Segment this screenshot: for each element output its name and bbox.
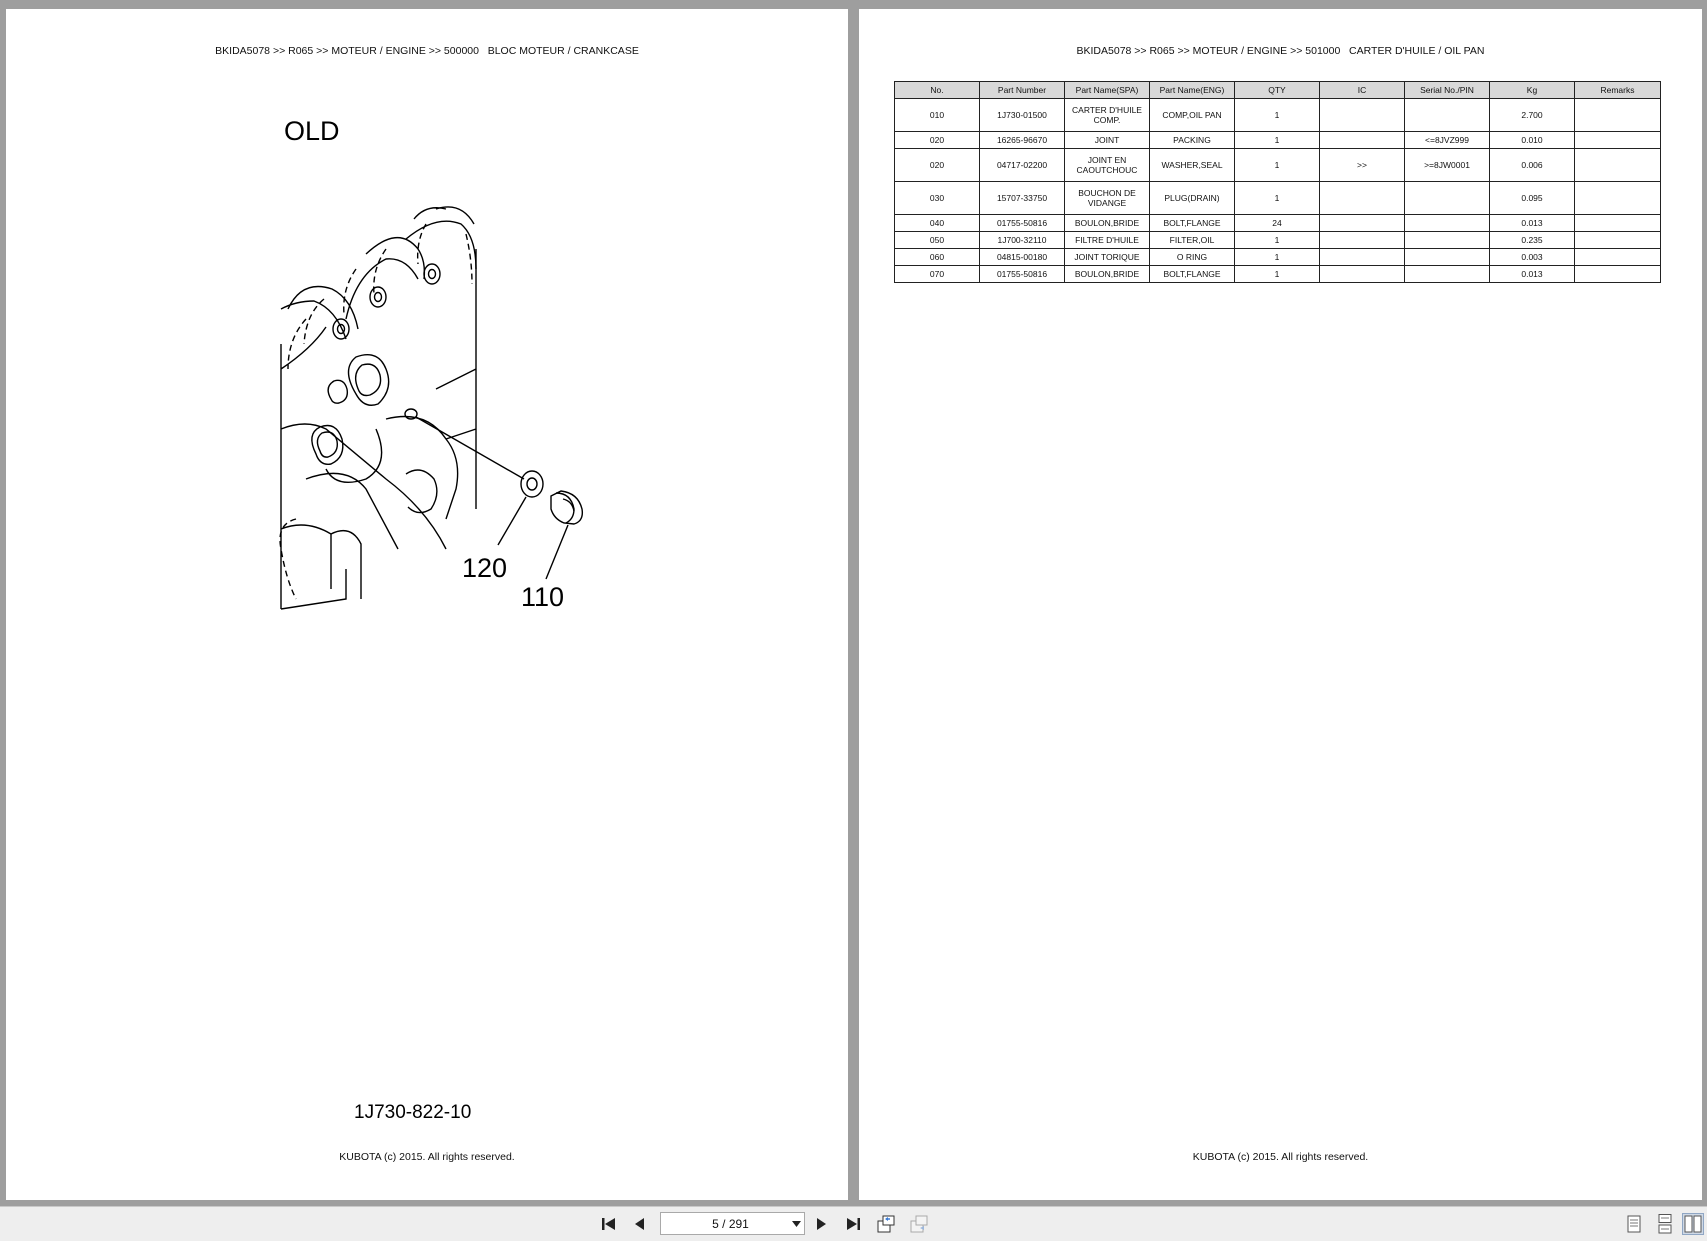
single-page-view-button[interactable]: [1623, 1213, 1645, 1235]
cell-remarks: [1575, 99, 1661, 132]
cell-ic: >>: [1320, 149, 1405, 182]
cell-kg: 0.003: [1490, 249, 1575, 266]
cell-no: 020: [895, 149, 980, 182]
old-label: OLD: [284, 116, 340, 146]
last-page-icon: [844, 1215, 862, 1233]
cell-remarks: [1575, 215, 1661, 232]
rotate-icon: [876, 1214, 896, 1234]
prev-page-button[interactable]: [629, 1213, 651, 1235]
cell-part-number: 1J730-01500: [980, 99, 1065, 132]
table-row: [895, 266, 1661, 283]
last-page-button[interactable]: [842, 1213, 864, 1235]
cell-qty: 1: [1235, 99, 1320, 132]
cell-qty: 24: [1235, 215, 1320, 232]
cell-part-name-eng: BOLT,FLANGE: [1150, 266, 1235, 283]
table-row: [895, 215, 1661, 232]
cell-part-name-eng: PLUG(DRAIN): [1150, 182, 1235, 215]
cell-kg: 0.006: [1490, 149, 1575, 182]
cell-part-name-spa: BOUCHON DE VIDANGE: [1065, 182, 1150, 215]
table-header-row: [895, 82, 1661, 99]
cell-part-name-eng: O RING: [1150, 249, 1235, 266]
rotate-button[interactable]: [875, 1213, 897, 1235]
callout-110: 110: [521, 582, 565, 612]
cell-part-name-spa: JOINT: [1065, 132, 1150, 149]
cell-ic: [1320, 266, 1405, 283]
continuous-icon: [1657, 1214, 1673, 1234]
single-page-icon: [1626, 1215, 1642, 1233]
col-header-part-number: Part Number: [980, 82, 1065, 99]
cell-remarks: [1575, 132, 1661, 149]
page-indicator: 5 / 291: [712, 1216, 749, 1231]
breadcrumb: BKIDA5078 >> R065 >> MOTEUR / ENGINE >> 500000 BLOC MOTEUR / CRANKCASE: [215, 45, 639, 57]
cell-part-name-spa: CARTER D'HUILE COMP.: [1065, 99, 1150, 132]
cell-part-name-spa: JOINT TORIQUE: [1065, 249, 1150, 266]
cell-remarks: [1575, 182, 1661, 215]
cell-qty: 1: [1235, 249, 1320, 266]
cell-qty: 1: [1235, 132, 1320, 149]
cell-no: 060: [895, 249, 980, 266]
cell-ic: [1320, 99, 1405, 132]
cell-part-name-eng: PACKING: [1150, 132, 1235, 149]
table-row: [895, 132, 1661, 149]
cell-serial: <=8JVZ999: [1405, 132, 1490, 149]
cell-ic: [1320, 132, 1405, 149]
cell-part-number: 04717-02200: [980, 149, 1065, 182]
cell-ic: [1320, 232, 1405, 249]
rotate-disabled-button[interactable]: [908, 1213, 930, 1235]
col-header-part-name-eng: Part Name(ENG): [1150, 82, 1235, 99]
table-row: [895, 182, 1661, 215]
engine-diagram: [6, 9, 848, 1200]
continuous-view-button[interactable]: [1654, 1213, 1676, 1235]
cell-qty: 1: [1235, 232, 1320, 249]
cell-kg: 0.013: [1490, 215, 1575, 232]
col-header-ic: IC: [1320, 82, 1405, 99]
col-header-qty: QTY: [1235, 82, 1320, 99]
cell-kg: 0.013: [1490, 266, 1575, 283]
cell-ic: [1320, 215, 1405, 232]
parts-table: [894, 81, 1661, 283]
cell-serial: [1405, 266, 1490, 283]
next-page-button[interactable]: [810, 1213, 832, 1235]
cell-part-number: 01755-50816: [980, 266, 1065, 283]
col-header-remarks: Remarks: [1575, 82, 1661, 99]
table-row: [895, 99, 1661, 132]
cell-part-number: 1J700-32110: [980, 232, 1065, 249]
cell-serial: >=8JW0001: [1405, 149, 1490, 182]
prev-page-icon: [631, 1215, 649, 1233]
cell-part-name-eng: WASHER,SEAL: [1150, 149, 1235, 182]
cell-qty: 1: [1235, 182, 1320, 215]
chevron-down-icon[interactable]: [788, 1221, 804, 1227]
cell-part-name-spa: JOINT EN CAOUTCHOUC: [1065, 149, 1150, 182]
cell-no: 030: [895, 182, 980, 215]
cell-part-number: 04815-00180: [980, 249, 1065, 266]
cell-kg: 0.010: [1490, 132, 1575, 149]
cell-part-name-spa: BOULON,BRIDE: [1065, 266, 1150, 283]
cell-kg: 0.235: [1490, 232, 1575, 249]
cell-serial: [1405, 232, 1490, 249]
table-row: [895, 249, 1661, 266]
page-number-field[interactable]: [660, 1212, 805, 1235]
cell-no: 020: [895, 132, 980, 149]
col-header-kg: Kg: [1490, 82, 1575, 99]
cell-part-name-eng: FILTER,OIL: [1150, 232, 1235, 249]
cell-part-name-spa: BOULON,BRIDE: [1065, 215, 1150, 232]
table-row: [895, 232, 1661, 249]
cell-serial: [1405, 182, 1490, 215]
drawing-number: 1J730-822-10: [354, 1102, 472, 1123]
col-header-part-name-spa: Part Name(SPA): [1065, 82, 1150, 99]
cell-part-name-spa: FILTRE D'HUILE: [1065, 232, 1150, 249]
cell-part-number: 15707-33750: [980, 182, 1065, 215]
first-page-icon: [600, 1215, 618, 1233]
cell-qty: 1: [1235, 149, 1320, 182]
breadcrumb: BKIDA5078 >> R065 >> MOTEUR / ENGINE >> 501000 CARTER D'HUILE / OIL PAN: [1076, 45, 1485, 57]
cell-serial: [1405, 99, 1490, 132]
cell-part-number: 16265-96670: [980, 132, 1065, 149]
cell-kg: 0.095: [1490, 182, 1575, 215]
page-footer: KUBOTA (c) 2015. All rights reserved.: [1192, 1151, 1369, 1163]
cell-remarks: [1575, 266, 1661, 283]
cell-ic: [1320, 249, 1405, 266]
cell-remarks: [1575, 232, 1661, 249]
right-page: [859, 9, 1702, 1200]
cell-part-name-eng: BOLT,FLANGE: [1150, 215, 1235, 232]
next-page-icon: [812, 1215, 830, 1233]
cell-serial: [1405, 215, 1490, 232]
viewer-toolbar: [0, 1206, 1707, 1241]
cell-part-number: 01755-50816: [980, 215, 1065, 232]
cell-part-name-eng: COMP,OIL PAN: [1150, 99, 1235, 132]
two-page-view-button[interactable]: [1682, 1213, 1704, 1235]
page-footer: KUBOTA (c) 2015. All rights reserved.: [339, 1151, 515, 1163]
col-header-no: No.: [895, 82, 980, 99]
col-header-serial: Serial No./PIN: [1405, 82, 1490, 99]
left-page: [6, 9, 848, 1200]
cell-qty: 1: [1235, 266, 1320, 283]
cell-kg: 2.700: [1490, 99, 1575, 132]
table-row: [895, 149, 1661, 182]
two-page-icon: [1684, 1215, 1702, 1233]
cell-no: 040: [895, 215, 980, 232]
cell-serial: [1405, 249, 1490, 266]
cell-no: 010: [895, 99, 980, 132]
first-page-button[interactable]: [598, 1213, 620, 1235]
callout-120: 120: [462, 553, 508, 583]
cell-ic: [1320, 182, 1405, 215]
cell-remarks: [1575, 249, 1661, 266]
cell-no: 070: [895, 266, 980, 283]
cell-remarks: [1575, 149, 1661, 182]
rotate-disabled-icon: [909, 1214, 929, 1234]
cell-no: 050: [895, 232, 980, 249]
